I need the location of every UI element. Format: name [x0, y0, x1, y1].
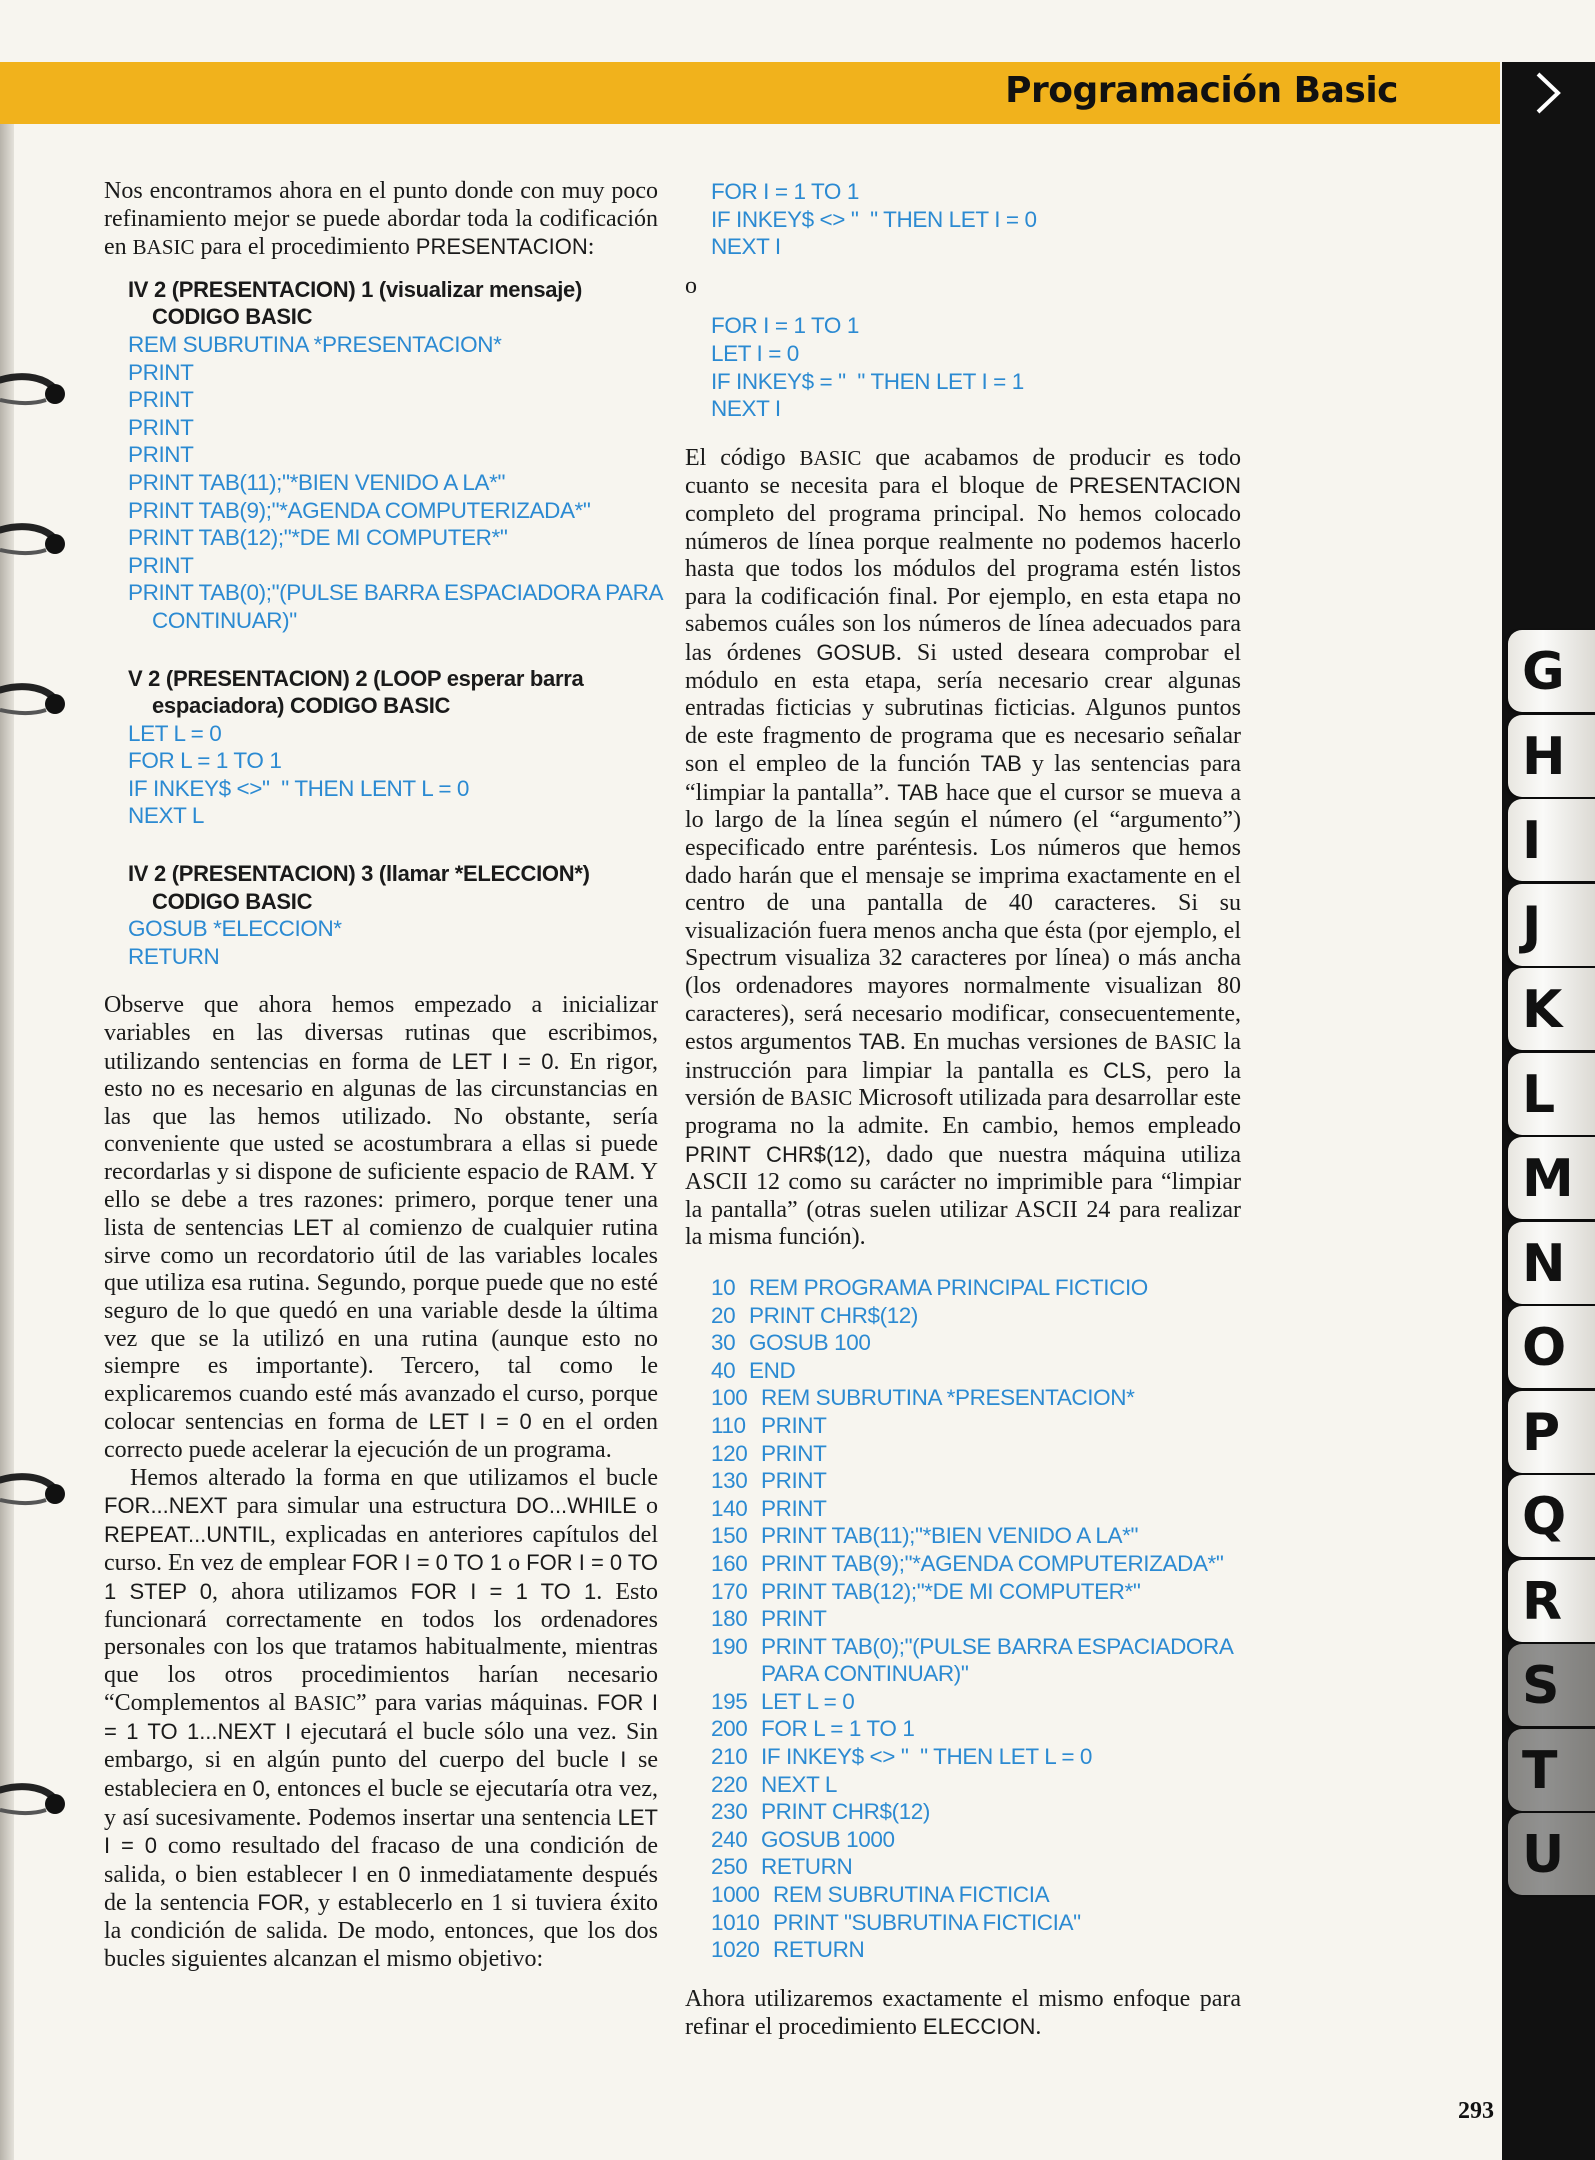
code-line: RETURN [128, 943, 220, 969]
heading-line: IV 2 (PRESENTACION) 1 (visualizar mensaje) [128, 276, 583, 302]
chevron-right-icon [1530, 70, 1566, 116]
next-page-button[interactable] [1502, 62, 1595, 124]
index-tab-letter: Q [1522, 1487, 1567, 1547]
line-number: 100 [711, 1385, 748, 1411]
section-heading-2 [104, 665, 658, 720]
code-line: NEXT I [711, 396, 781, 422]
text: o [636, 1493, 659, 1520]
line-number: 30 [711, 1330, 736, 1356]
text: como resultado del fracaso de una condición de salida, o bien establecer [104, 1833, 659, 1888]
index-tab-letter: L [1522, 1064, 1556, 1125]
code-line: FOR L = 1 TO 1 [128, 748, 282, 774]
index-tab-letter: S [1522, 1656, 1560, 1716]
text: , y establecerlo en 1 si tuviera éxito la condición de salida. De modo, entonces, que los dos bucles siguientes alcanzan el mismo objetivo: [104, 1890, 658, 1972]
line-code: GOSUB 1000 [761, 1826, 895, 1852]
index-tab-k[interactable] [1508, 968, 1595, 1050]
code-term: TAB [897, 779, 939, 805]
line-number: 195 [711, 1688, 748, 1714]
code-term: CLS [1103, 1057, 1146, 1083]
listing-line [711, 1909, 1241, 1937]
binder-ring-icon [0, 520, 70, 564]
code-term: LET [292, 1215, 334, 1241]
line-code: PRINT CHR$(12) [749, 1302, 919, 1328]
index-tab-o[interactable] [1508, 1306, 1595, 1388]
line-code: PRINT TAB(9);"*AGENDA COMPUTERIZADA*" [761, 1550, 1224, 1576]
line-number: 140 [711, 1495, 748, 1521]
code-term: LET I = 0 [451, 1048, 554, 1074]
text: ejecutará el bucle sólo una vez. Sin embargo, si en algún punto del cuerpo del bucle [104, 1718, 658, 1774]
line-code: PARA CONTINUAR)" [761, 1661, 969, 1687]
text: para simular una estructura [227, 1493, 516, 1520]
line-number: 20 [711, 1302, 736, 1328]
code-line: PRINT [128, 414, 194, 440]
line-number: 1010 [711, 1909, 760, 1935]
code-term: REPEAT...UNTIL [104, 1521, 270, 1547]
text: ” para varias máquinas. [356, 1690, 597, 1717]
listing-line [711, 1302, 1241, 1330]
code-term: FOR I = 1 TO 1 [410, 1578, 597, 1604]
text: . [1035, 2014, 1042, 2041]
listing-line [711, 1605, 1241, 1633]
index-tab-letter: P [1522, 1402, 1561, 1463]
text-basic: BASIC [132, 235, 195, 260]
code-line: IF INKEY$ = " " THEN LET I = 1 [711, 368, 1024, 394]
line-code: REM SUBRUTINA FICTICIA [773, 1882, 1050, 1908]
loop-b-code [685, 312, 1241, 422]
listing-line [711, 1881, 1241, 1909]
text: que acabamos de producir es todo cuanto se necesita para el bloque de [685, 444, 1241, 500]
binder-ring-icon [0, 680, 70, 724]
code-line: GOSUB *ELECCION* [128, 916, 342, 942]
heading-line: CODIGO BASIC [152, 304, 313, 330]
text: hace que el cursor se mueva a lo largo de la línea según el número (el “argumento”) especificado entre paréntesis. Los números que hemos dado harán que el mensaje se imprima exactamente en el centro de una pantalla de 40 caracteres. Si su visualización fuera menos ancha que ésta (por ejemplo, el Spectrum visualiza 32 caracteres por línea) o más ancha (los ordenadores mayores normalmente visualizan 80 caracteres), será necesario modificar, consecuentemente, estos argumentos [685, 779, 1241, 1056]
code-term: TAB [980, 751, 1022, 777]
listing-line [711, 1798, 1241, 1826]
code-line: FOR I = 1 TO 1 [711, 179, 859, 204]
text: : [587, 234, 595, 261]
text: inmediatamente después de la sentencia [104, 1861, 658, 1917]
listing-line [711, 1412, 1241, 1440]
binder-ring-icon [0, 1780, 70, 1824]
code-term: LET I = 0 [428, 1409, 532, 1435]
line-code: REM PROGRAMA PRINCIPAL FICTICIO [749, 1274, 1148, 1300]
line-number: 150 [711, 1523, 748, 1549]
index-tab-letter: G [1522, 642, 1565, 702]
line-number: 250 [711, 1854, 748, 1880]
text: Observe que ahora hemos empezado a inicializar variables en las diversas rutinas que escribimos, utilizando sentencias en forma de [104, 992, 658, 1075]
line-number: 190 [711, 1633, 748, 1659]
text: . Esto funcionará correctamente en todos los ordenadores personales con los que tratamos habitualmente, mientras que los otros procedimientos harían necesario “Complementos al [104, 1578, 659, 1717]
listing-line [711, 1743, 1241, 1771]
index-tab-letter: U [1522, 1825, 1565, 1885]
line-code: PRINT [761, 1495, 827, 1521]
heading-line: CODIGO BASIC [152, 888, 313, 914]
code-term: LET I = 0 [104, 1804, 658, 1859]
loop-a-code [685, 178, 1241, 261]
listing-line [711, 1495, 1241, 1523]
line-code: PRINT CHR$(12) [761, 1799, 931, 1825]
listing-line [711, 1522, 1241, 1550]
header-band [0, 62, 1500, 124]
index-tab-letter: M [1522, 1149, 1574, 1209]
page-number: 293 [1458, 2098, 1494, 2124]
line-number: 1000 [711, 1882, 760, 1908]
text-basic: BASIC [1154, 1030, 1217, 1055]
listing-line [711, 1688, 1241, 1716]
listing-line [711, 1329, 1241, 1357]
line-number: 40 [711, 1357, 736, 1383]
index-tab-t[interactable] [1508, 1729, 1595, 1811]
section-heading-1 [104, 276, 658, 331]
or-word: o [685, 272, 697, 299]
heading-line: espaciadora) CODIGO BASIC [152, 693, 451, 719]
text: o [502, 1550, 527, 1577]
section-title: Programación Basic [1005, 70, 1398, 111]
index-tab-letter: O [1522, 1318, 1567, 1378]
text: . Si usted deseara comprobar el módulo en esta etapa, sería necesario crear algunas entradas ficticias y subrutinas ficticias. Algunos puntos de este fragmento de programa que es necesario señalar son el empleo de la función [685, 639, 1241, 778]
code-term: DO...WHILE [515, 1493, 637, 1519]
code-line: LET L = 0 [128, 720, 222, 746]
text: , pero la versión de [685, 1057, 1241, 1112]
code-line: NEXT L [128, 803, 204, 829]
listing-line [711, 1826, 1241, 1854]
program-listing [685, 1274, 1241, 1964]
index-tab-s[interactable] [1508, 1644, 1595, 1726]
text: , dado que nuestra máquina utiliza ASCII 12 como su carácter no imprimible para “limpiar la pantalla” (otras suelen utilizar ASCII 24 para realizar la misma función). [685, 1141, 1241, 1251]
listing-line [711, 1467, 1241, 1495]
code-line: PRINT [128, 552, 194, 578]
line-code: GOSUB 100 [749, 1330, 871, 1356]
line-number: 10 [711, 1274, 736, 1300]
text: para el procedimiento [194, 234, 416, 261]
line-code: PRINT TAB(0);"(PULSE BARRA ESPACIADORA [761, 1633, 1234, 1659]
listing-line [711, 1936, 1241, 1964]
text: . En rigor, esto no es necesario en algunas de las circunstancias en las que las hemos utilizado. No obstante, sería conveniente que usted se acostumbrara a ellas si puede recordarlas y si dispone de suficiente espacio de RAM. Y ello se debe a tres razones: primero, porque tener una lista de sentencias [104, 1048, 658, 1242]
index-tab-i[interactable] [1508, 799, 1595, 881]
index-tab-r[interactable] [1508, 1560, 1595, 1642]
right-column [685, 178, 1241, 2042]
index-tab-m[interactable] [1508, 1137, 1595, 1219]
index-tab-q[interactable] [1508, 1475, 1595, 1557]
listing-line [711, 1440, 1241, 1468]
code-term: PRESENTACION [415, 234, 588, 260]
index-tab-j[interactable] [1508, 884, 1595, 966]
listing-line [711, 1853, 1241, 1881]
text: . En muchas versiones de [899, 1029, 1155, 1056]
binder-ring-icon [0, 1470, 70, 1514]
index-tab-letter: T [1522, 1740, 1558, 1801]
index-tab-letter: R [1522, 1571, 1563, 1632]
line-code: PRINT [761, 1440, 827, 1466]
text: Microsoft utilizada para desarrollar este programa no la admite. En cambio, hemos empleado [685, 1085, 1241, 1139]
code-block-1 [104, 331, 664, 635]
line-number: 110 [711, 1412, 746, 1438]
text: Hemos alterado la forma en que utilizamos el bucle [130, 1464, 658, 1491]
text: se estableciera en [104, 1747, 658, 1803]
heading-line: IV 2 (PRESENTACION) 3 (llamar *ELECCION*) [128, 861, 590, 887]
index-tab-letter: H [1522, 726, 1566, 787]
code-line: CONTINUAR)" [152, 607, 297, 633]
code-term: FOR I = 1 TO 1...NEXT I [104, 1690, 659, 1744]
line-number: 180 [711, 1606, 748, 1632]
line-number: 160 [711, 1550, 748, 1576]
line-code: PRINT [761, 1606, 827, 1632]
text-basic: BASIC [294, 1691, 356, 1716]
intro-paragraph [104, 178, 658, 262]
listing-line [711, 1633, 1241, 1661]
index-tab-p[interactable] [1508, 1391, 1595, 1473]
line-code: LET L = 0 [761, 1688, 855, 1714]
code-term: I [620, 1747, 627, 1773]
code-term: 0 [252, 1776, 265, 1802]
text-basic: BASIC [790, 1086, 853, 1111]
text: Ahora utilizaremos exactamente el mismo enfoque para refinar el procedimiento [685, 1985, 1241, 2041]
closing-paragraph [685, 1986, 1241, 2042]
listing-line [711, 1715, 1241, 1743]
index-tab-h[interactable] [1508, 715, 1595, 797]
listing-line [711, 1384, 1241, 1412]
code-line: NEXT I [711, 234, 781, 260]
code-line: PRINT TAB(9);"*AGENDA COMPUTERIZADA*" [128, 497, 591, 523]
code-line: PRINT TAB(11);"*BIEN VENIDO A LA*" [128, 469, 506, 495]
text: al comienzo de cualquier rutina sirve como un recordatorio útil de las variables locales que utiliza esa rutina. Segundo, porque puede que no esté seguro de lo que quedó en una variable desde la última vez que se la utilizó en una rutina (aunque esto no siempre es importante). Tercero, tal como le explicaremos cuando esté más avanzado el curso, porque colocar sentencias en forma de [104, 1215, 659, 1436]
line-code: PRINT "SUBRUTINA FICTICIA" [773, 1909, 1081, 1935]
listing-line [711, 1578, 1241, 1606]
text: en [357, 1861, 399, 1888]
binder-edge [0, 124, 14, 2160]
text: en el orden correcto puede acelerar la ejecución de un programa. [104, 1409, 658, 1463]
code-term: PRESENTACION [1069, 473, 1241, 499]
index-tab-letter: J [1522, 895, 1542, 956]
code-line: LET I = 0 [711, 340, 799, 366]
index-tab-letter: K [1522, 980, 1563, 1040]
line-number: 1020 [711, 1937, 760, 1963]
text: , explicadas en anteriores capítulos del curso. En vez de emplear [104, 1521, 658, 1577]
code-line: IF INKEY$ <>" " THEN LENT L = 0 [128, 775, 470, 801]
listing-line [711, 1274, 1241, 1302]
code-term: 0 [398, 1861, 411, 1887]
text: , ahora utilizamos [211, 1578, 411, 1605]
line-number: 230 [711, 1799, 748, 1825]
code-line: PRINT [128, 442, 194, 468]
line-number: 240 [711, 1826, 748, 1852]
code-term: ELECCION [922, 2014, 1036, 2040]
index-tab-letter: N [1522, 1233, 1566, 1294]
line-code: PRINT TAB(12);"*DE MI COMPUTER*" [761, 1578, 1141, 1604]
line-code: REM SUBRUTINA *PRESENTACION* [761, 1385, 1135, 1411]
index-tab-l[interactable] [1508, 1053, 1595, 1135]
index-tab-u[interactable] [1508, 1813, 1595, 1895]
code-block-3 [104, 915, 658, 970]
text: Nos encontramos ahora en el punto donde con muy poco refinamiento mejor se puede abordar toda la codificación en [104, 178, 658, 261]
heading-line: V 2 (PRESENTACION) 2 (LOOP esperar barra [128, 665, 584, 691]
binder-ring-icon [0, 370, 70, 414]
text: El código [685, 444, 800, 471]
text: y las sentencias para “limpiar la pantalla”. [685, 751, 1241, 806]
code-term: FOR...NEXT [104, 1493, 228, 1519]
code-block-2 [104, 720, 658, 830]
body-paragraph-2 [104, 1465, 658, 1974]
listing-line [711, 1660, 1241, 1688]
code-line: FOR I = 1 TO 1 [711, 313, 859, 339]
code-line: PRINT [128, 359, 194, 385]
listing-line [711, 1550, 1241, 1578]
line-number: 200 [711, 1716, 748, 1742]
line-code: FOR L = 1 TO 1 [761, 1716, 915, 1742]
index-tab-g[interactable] [1508, 630, 1595, 712]
line-number: 210 [711, 1744, 748, 1770]
line-code: PRINT [761, 1412, 827, 1438]
listing-line [711, 1771, 1241, 1799]
text: la instrucción para limpiar la pantalla es [685, 1029, 1241, 1084]
line-code: IF INKEY$ <> " " THEN LET L = 0 [761, 1744, 1093, 1770]
code-term: GOSUB [816, 639, 896, 665]
body-paragraph-1 [104, 992, 658, 1464]
line-number: 130 [711, 1468, 748, 1494]
code-line: PRINT [128, 387, 194, 413]
body-paragraph-3 [685, 445, 1241, 1252]
code-line: REM SUBRUTINA *PRESENTACION* [128, 331, 502, 357]
index-tab-letter: I [1522, 811, 1542, 871]
line-code: RETURN [773, 1937, 865, 1963]
text: completo del programa principal. No hemos colocado números de línea porque realmente no podemos hacerlo hasta que todos los módulos del programa estén listos para la codificación final. Por ejemplo, en esta etapa no sabemos cuáles son los números de línea adecuados para las órdenes [685, 500, 1241, 666]
text: , entonces el bucle se ejecutaría otra vez, y así sucesivamente. Podemos insertar una sentencia [104, 1776, 659, 1831]
index-tab-n[interactable] [1508, 1222, 1595, 1304]
section-heading-3 [104, 860, 658, 915]
line-code: NEXT L [761, 1771, 837, 1797]
code-term: FOR [257, 1890, 304, 1916]
code-line: PRINT TAB(0);"(PULSE BARRA ESPACIADORA PARA [128, 580, 664, 606]
line-code: RETURN [761, 1854, 853, 1880]
line-number: 120 [711, 1440, 748, 1466]
line-code: PRINT TAB(11);"*BIEN VENIDO A LA*" [761, 1523, 1139, 1549]
code-line: IF INKEY$ <> " " THEN LET I = 0 [711, 206, 1037, 232]
line-number: 170 [711, 1578, 748, 1604]
line-number: 220 [711, 1771, 748, 1797]
line-code: END [749, 1357, 796, 1383]
code-term: TAB [858, 1029, 900, 1055]
code-term: FOR I = 0 TO 1 STEP 0 [104, 1550, 659, 1604]
listing-line [711, 1357, 1241, 1385]
code-term: PRINT CHR$(12) [685, 1141, 866, 1167]
left-column [104, 178, 664, 1973]
code-term: I [351, 1861, 358, 1887]
code-line: PRINT TAB(12);"*DE MI COMPUTER*" [128, 525, 508, 551]
line-code: PRINT [761, 1468, 827, 1494]
text-basic: BASIC [799, 445, 862, 470]
code-term: FOR I = 0 TO 1 [351, 1550, 503, 1576]
